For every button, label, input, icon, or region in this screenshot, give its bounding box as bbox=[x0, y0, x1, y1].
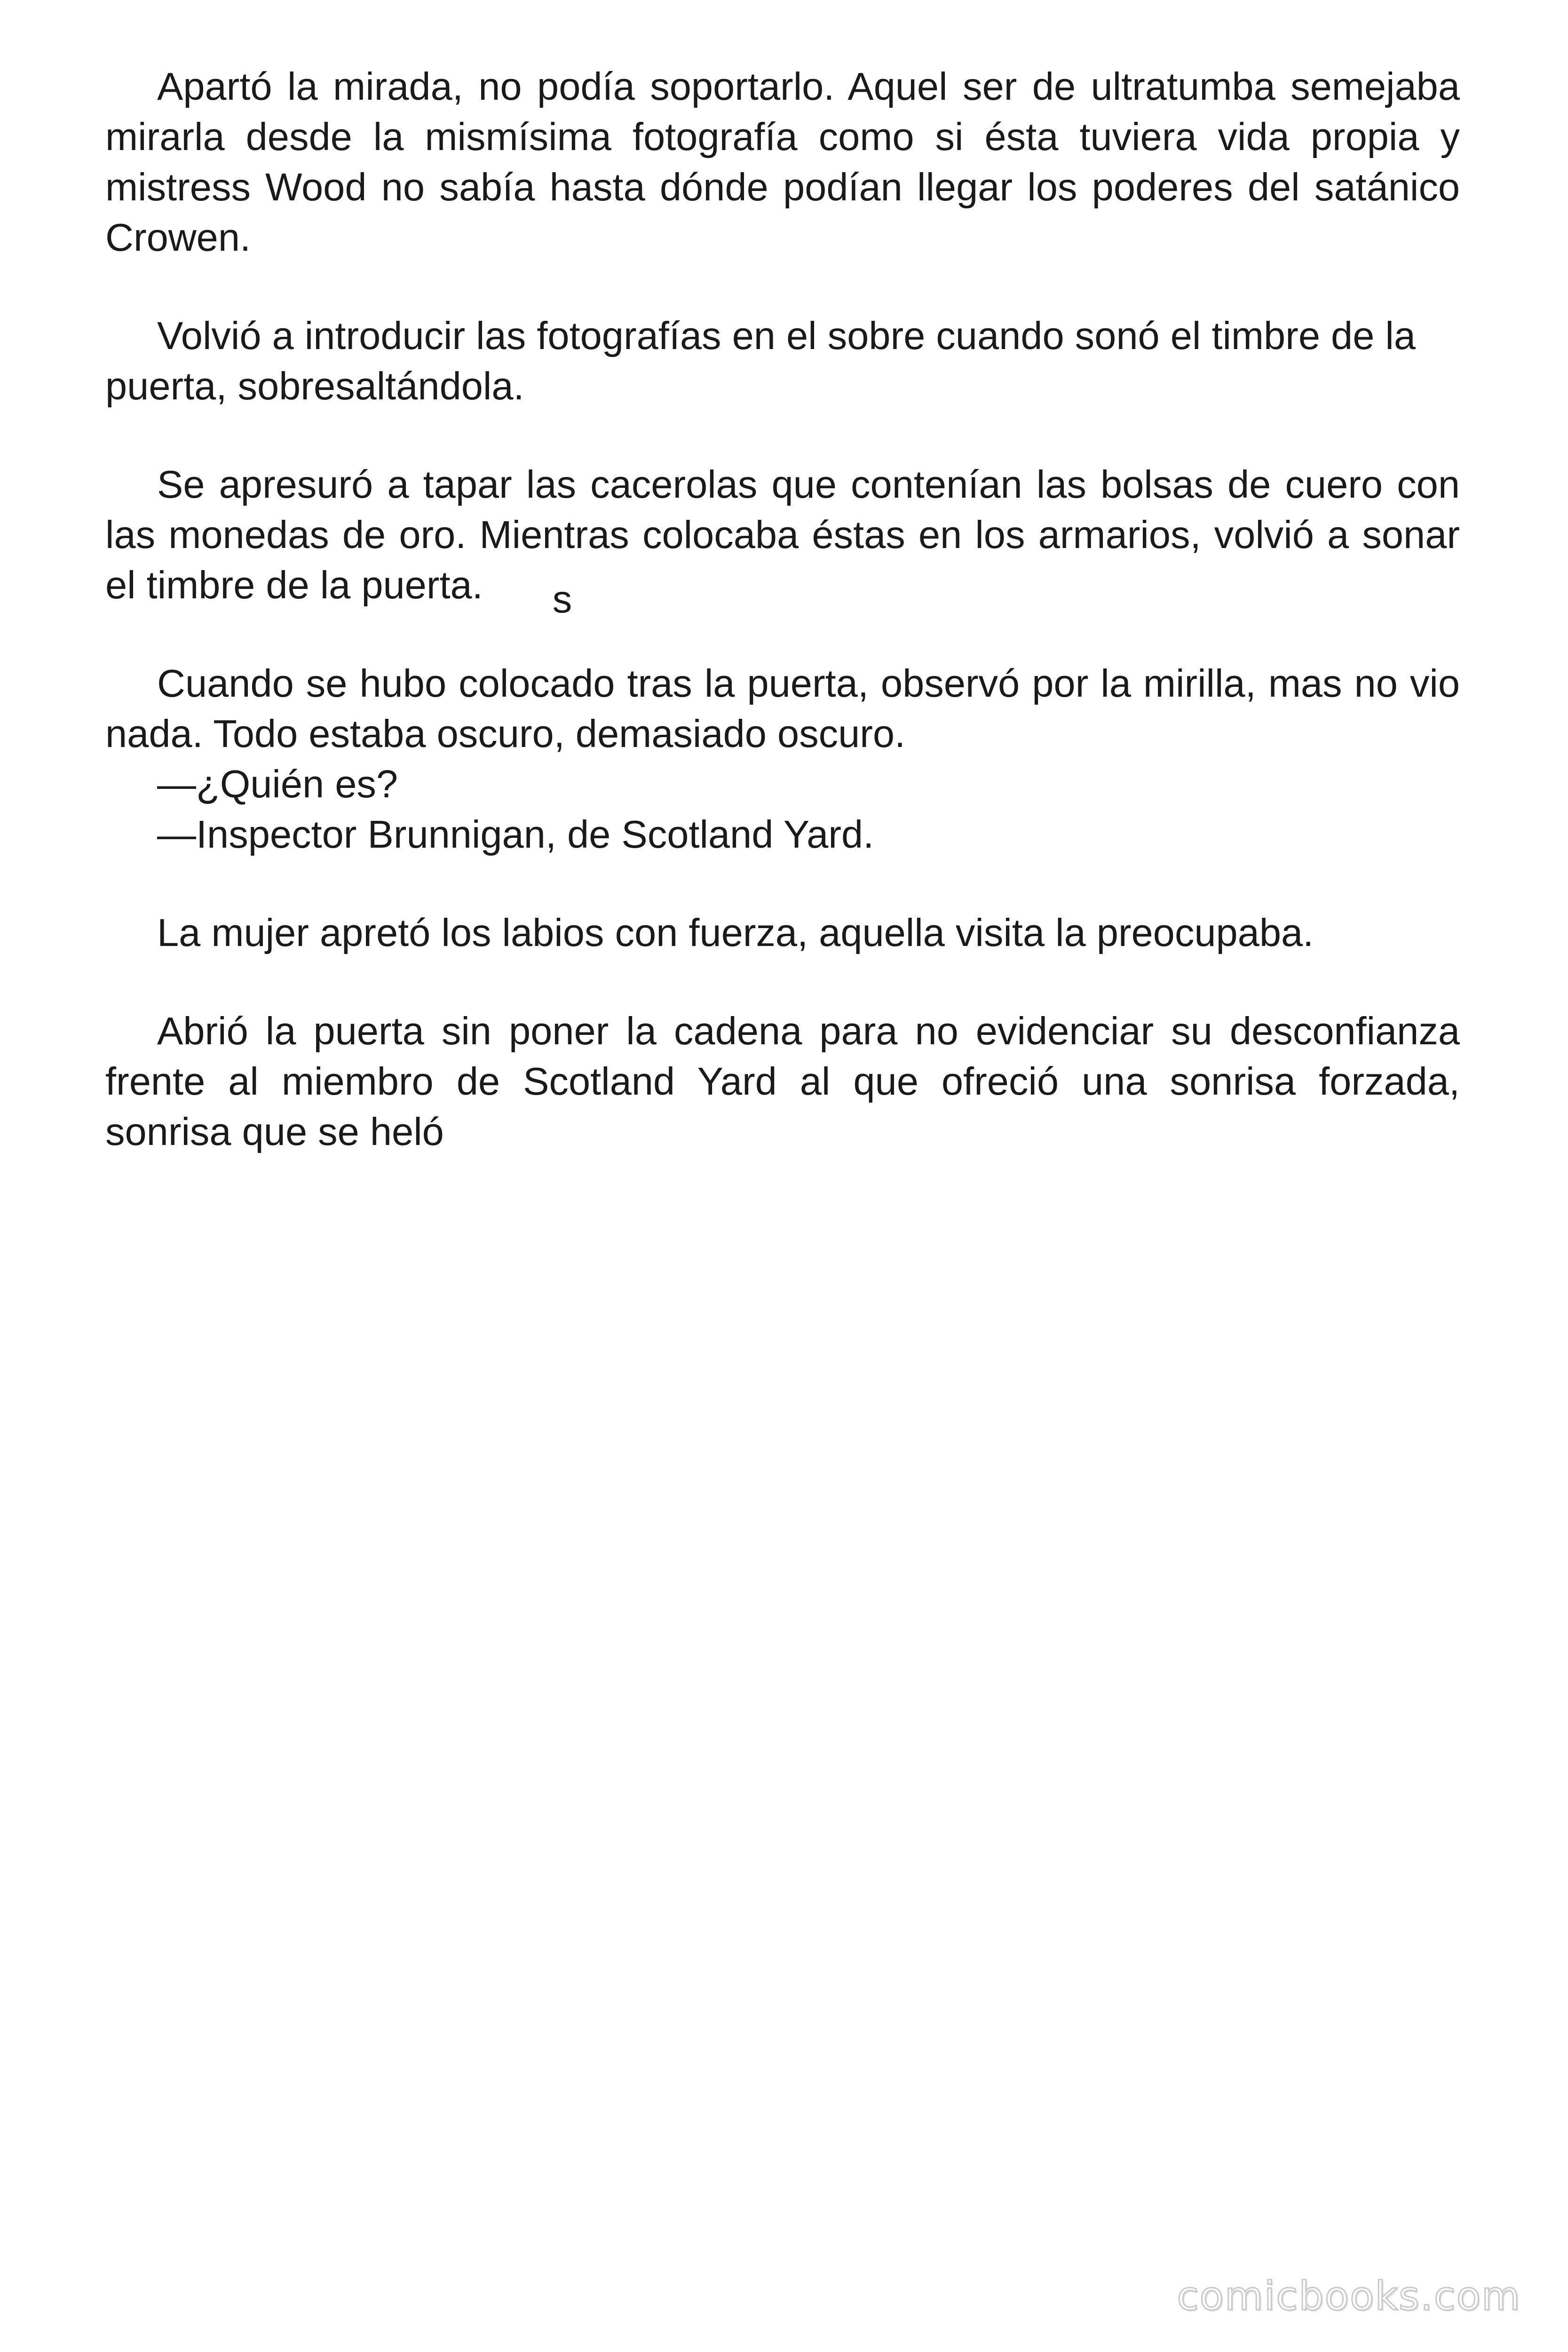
watermark: comicbooks.com bbox=[1177, 2273, 1521, 2319]
paragraph-4: Cuando se hubo colocado tras la puerta, observó por la mirilla, mas no vio nada. Todo estaba oscuro, demasiado oscuro. bbox=[105, 661, 1460, 755]
dialog-line-1: —¿Quién es? bbox=[157, 762, 398, 806]
stray-character: s bbox=[552, 577, 572, 621]
paragraph-6: Abrió la puerta sin poner la cadena para no evidenciar su desconfianza frente al miembro de Scotland Yard al que ofreció una sonrisa forzada, sonrisa que se heló bbox=[105, 1009, 1460, 1153]
paragraph-2: Volvió a introducir las fotografías en el sobre cuando sonó el timbre de la puerta, sobresaltándola. bbox=[105, 314, 1416, 408]
dialog-block bbox=[105, 658, 1460, 859]
paragraph-3 bbox=[105, 459, 1460, 621]
paragraph-1: Apartó la mirada, no podía soportarlo. Aquel ser de ultratumba semejaba mirarla desde la mismísima fotografía como si ésta tuviera vida propia y mistress Wood no sabía hasta dónde podían llegar los poderes del satánico Crowen. bbox=[105, 64, 1460, 259]
document-body bbox=[105, 61, 1460, 1205]
paragraph-5: La mujer apretó los labios con fuerza, aquella visita la preocupaba. bbox=[157, 911, 1314, 954]
dialog-line-2: —Inspector Brunnigan, de Scotland Yard. bbox=[157, 812, 874, 856]
paragraph-3-text: Se apresuró a tapar las cacerolas que contenían las bolsas de cuero con las monedas de oro. Mientras colocaba éstas en los armarios, volvió a sonar el timbre de la puerta. bbox=[105, 462, 1460, 607]
